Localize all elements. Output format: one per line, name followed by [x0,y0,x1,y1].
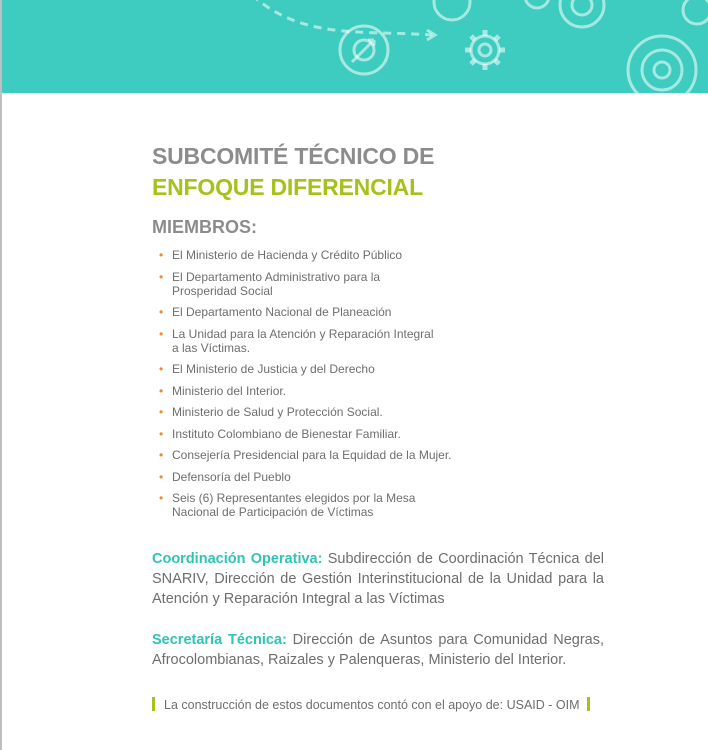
bullet-icon: • [159,383,164,398]
left-accent-bar [152,697,155,711]
gears-decoration-icon [2,0,708,93]
bullet-icon: • [159,305,164,319]
bullet-icon: • [159,362,164,376]
left-page-border [0,0,2,750]
list-item: • El Departamento Administrativo para la Prosperidad Social [159,269,381,298]
secretariat-label: Secretaría Técnica: [152,632,287,648]
list-item: • El Ministerio de Hacienda y Crédito Público [159,248,403,262]
bullet-icon: • [159,248,164,262]
list-item: • El Departamento Nacional de Planeación [159,305,392,319]
bullet-icon: • [159,405,164,419]
coordination-paragraph [152,549,604,609]
page-title-line2: ENFOQUE DIFERENCIAL [152,174,423,200]
coordination-label: Coordinación Operativa: [152,551,323,567]
right-accent-bar [587,697,590,711]
secretariat-text: Dirección de Asuntos para Comunidad Negras, Afrocolombianas, Raizales y Palenqueras, Ministerio del Interior. [152,632,605,668]
bullet-icon: • [159,269,164,284]
list-item: • Defensoría del Pueblo [159,469,291,484]
bullet-icon: • [159,491,164,505]
list-item: • Ministerio de Salud y Protección Social. [159,405,383,419]
header-banner [2,0,708,93]
members-list [152,248,512,527]
footer-credit [152,697,590,712]
list-item: • El Ministerio de Justicia y del Derecho [159,362,375,376]
list-item: • Consejería Presidencial para la Equidad de la Mujer. [159,448,452,462]
members-heading: MIEMBROS: [152,217,257,237]
bullet-icon: • [159,426,164,441]
list-item: • La Unidad para la Atención y Reparación Integral a las Víctimas. [159,326,434,355]
bullet-icon: • [159,326,164,341]
coordination-text: Subdirección de Coordinación Técnica del SNARIV, Dirección de Gestión Interinstitucional de la Unidad para la Atención y Reparación Integral a las Víctimas [152,551,605,607]
footer-text: La construcción de estos documentos contó con el apoyo de: USAID - OIM [164,698,580,712]
bullet-icon: • [159,469,164,484]
page-title-line1: SUBCOMITÉ TÉCNICO DE [152,143,435,169]
bullet-icon: • [159,448,164,462]
list-item: • Instituto Colombiano de Bienestar Familiar. [159,426,401,441]
list-item: • Seis (6) Representantes elegidos por la Mesa Nacional de Participación de Víctimas [159,491,416,519]
secretariat-paragraph [152,630,604,670]
list-item: • Ministerio del Interior. [159,383,287,398]
